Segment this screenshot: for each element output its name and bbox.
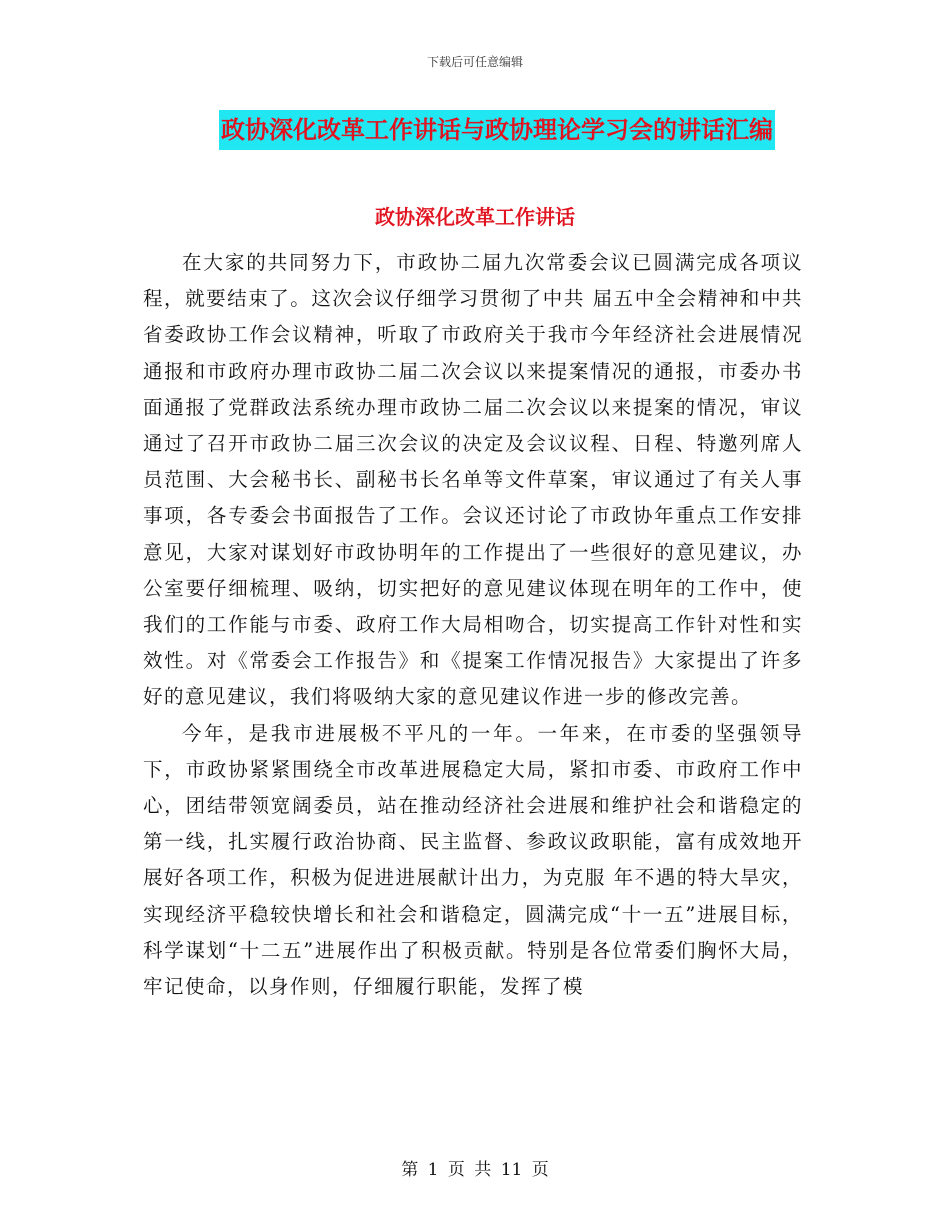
- page-number: 第 1 页 共 11 页: [401, 1160, 549, 1180]
- document-title-container: [0, 110, 950, 150]
- document-title: 政协深化改革工作讲话与政协理论学习会的讲话汇编: [219, 110, 775, 150]
- section-title: 政协深化改革工作讲话: [375, 205, 575, 229]
- document-body: [143, 245, 803, 1005]
- paragraph: 今年，是我市进展极不平凡的一年。一年来，在市委的坚强领导下，市政协紧紧围绕全市改革进展稳定大局，紧扣市委、市政府工作中心，团结带领宽阔委员，站在推动经济社会进展和维护社会和谐稳定的第一线，扎实履行政治协商、民主监督、参政议政职能，富有成效地开展好各项工作，积极为促进进展献计出力，为克服 年不遇的特大旱灾，实现经济平稳较快增长和社会和谐稳定，圆满完成“十一五”进展目标，科学谋划“十二五”进展作出了积极贡献。特别是各位常委们胸怀大局，牢记使命，以身作则，仔细履行职能，发挥了模: [143, 721, 803, 999]
- page-header-note: 下载后可任意编辑: [426, 55, 523, 69]
- paragraph: 在大家的共同努力下，市政协二届九次常委会议已圆满完成各项议程，就要结束了。这次会议仔细学习贯彻了中共 届五中全会精神和中共 省委政协工作会议精神，听取了市政府关于我市今年经济社会进展情况通报和市政府办理市政协二届二次会议以来提案情况的通报，市委办书面通报了党群政法系统办理市政协二届二次会议以来提案的情况，审议通过了召开市政协二届三次会议的决定及会议议程、日程、特邀列席人员范围、大会秘书长、副秘书长名单等文件草案，审议通过了有关人事事项，各专委会书面报告了工作。会议还讨论了市政协年重点工作安排意见，大家对谋划好市政协明年的工作提出了一些很好的意见建议，办公室要仔细梳理、吸纳，切实把好的意见建议体现在明年的工作中，使我们的工作能与市委、政府工作大局相吻合，切实提高工作针对性和实效性。对《常委会工作报告》和《提案工作情况报告》大家提出了许多好的意见建议，我们将吸纳大家的意见建议作进一步的修改完善。: [143, 251, 803, 709]
